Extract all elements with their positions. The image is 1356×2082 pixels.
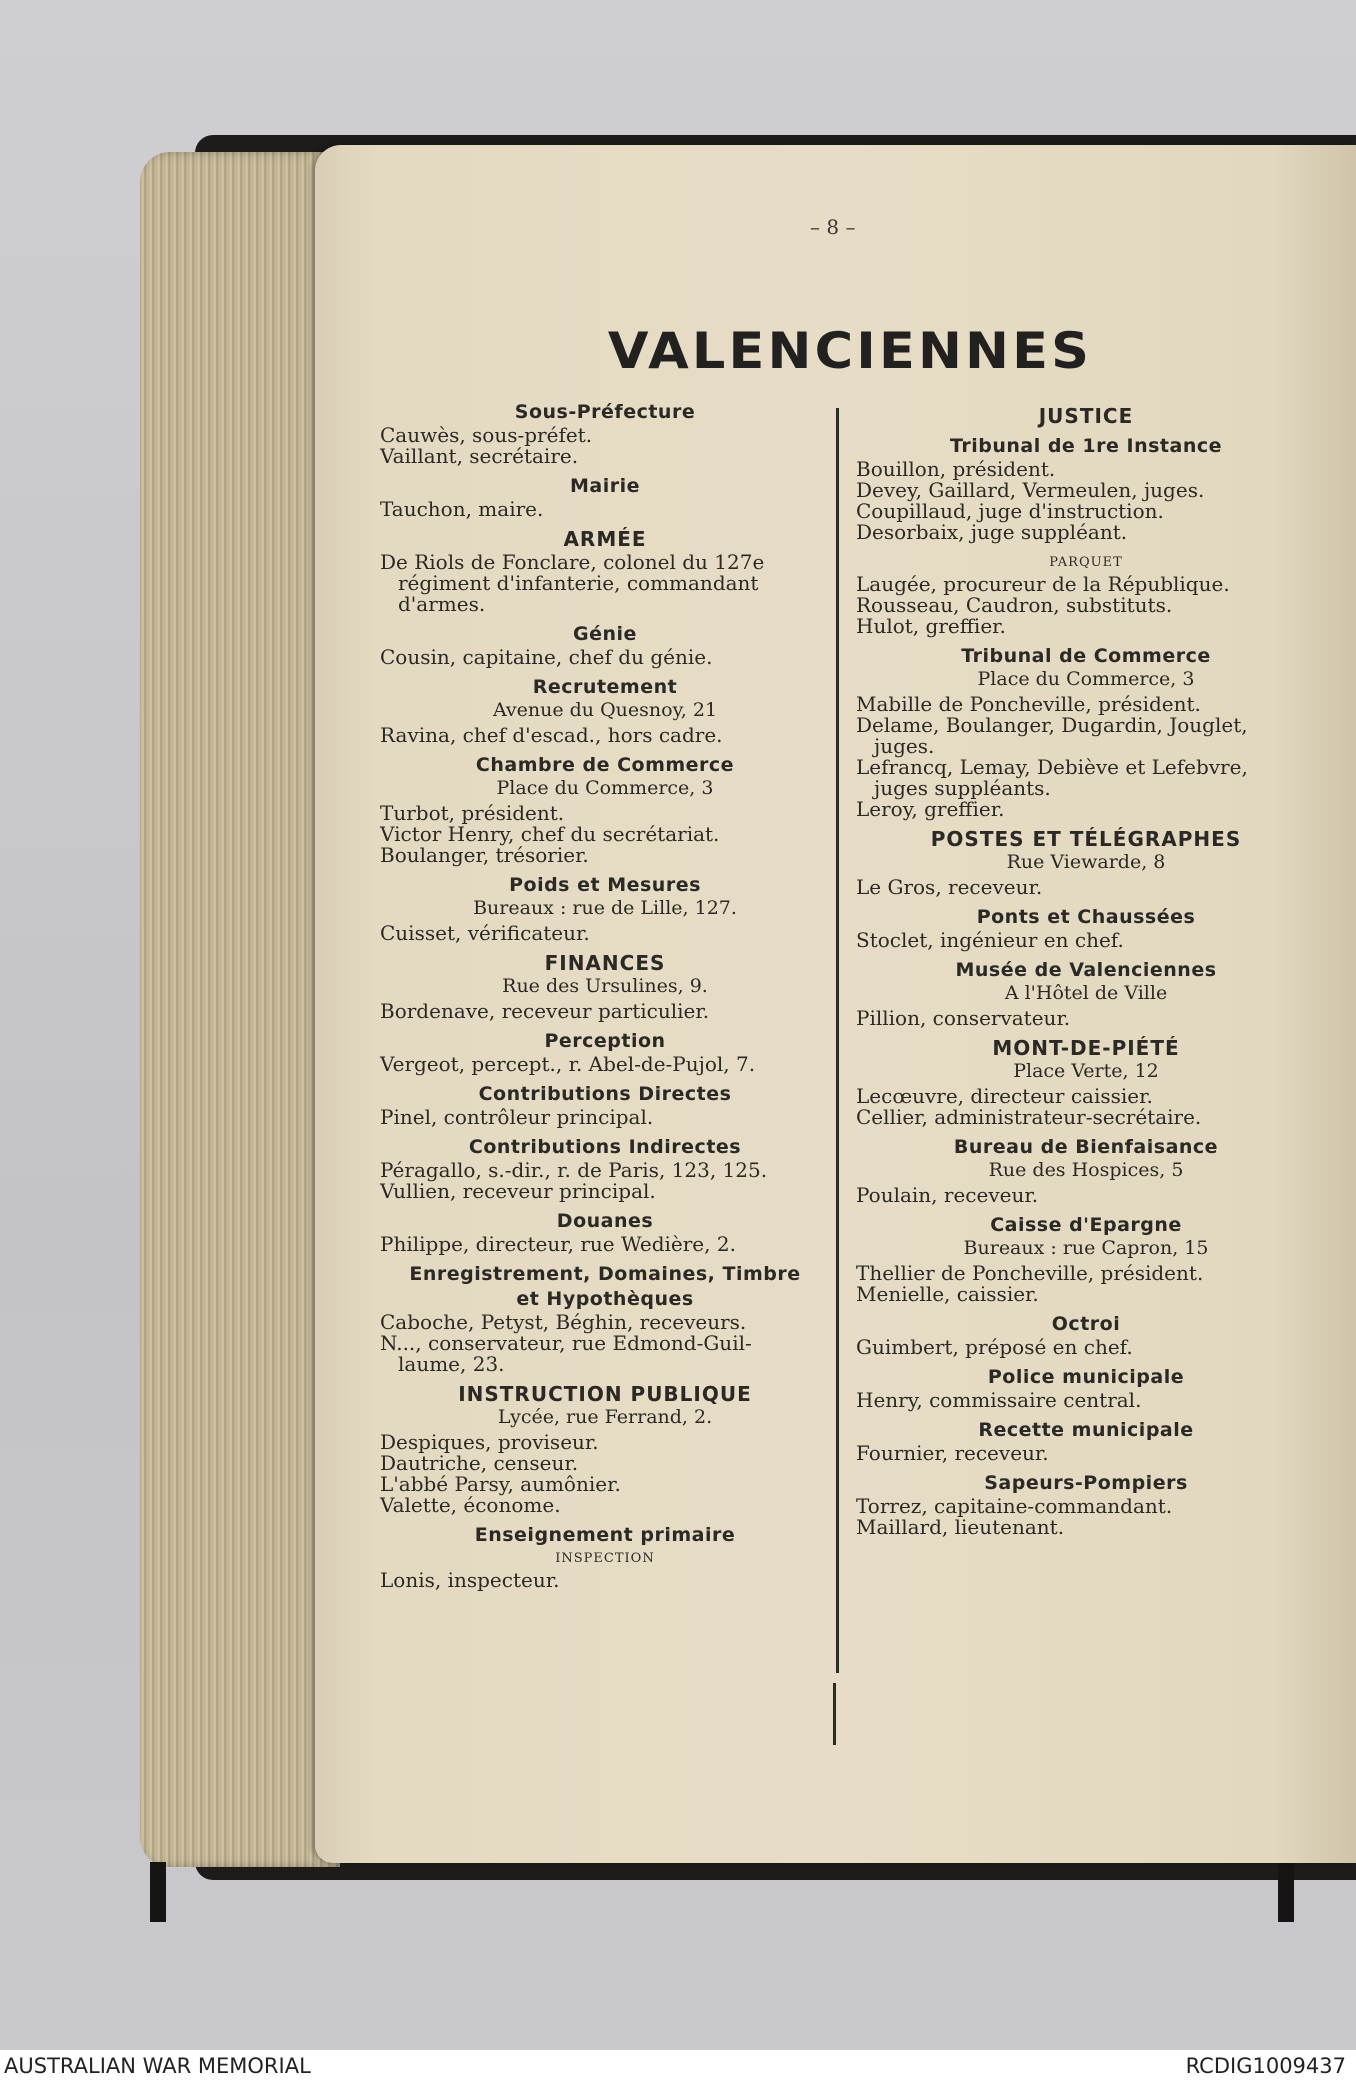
- directory-section: [380, 1264, 830, 1375]
- right-column: [856, 402, 1316, 1547]
- entry-line: Valette, économe.: [380, 1493, 561, 1517]
- entry-line: Guimbert, préposé en chef.: [856, 1335, 1133, 1359]
- entry-line: N..., conservateur, rue Edmond-Guil-: [380, 1331, 752, 1355]
- directory-section: [856, 646, 1316, 820]
- entry-line: Bordenave, receveur particulier.: [380, 999, 710, 1023]
- entry-line: Despiques, proviseur.: [380, 1430, 599, 1454]
- section-address: Rue Viewarde, 8: [1006, 851, 1166, 873]
- entry-line: Ravina, chef d'escad., hors cadre.: [380, 723, 723, 747]
- entry-line: juges suppléants.: [874, 776, 1051, 800]
- footer-source: AUSTRALIAN WAR MEMORIAL: [4, 2054, 311, 2078]
- section-heading: Ponts et Chaussées: [976, 906, 1196, 928]
- section-heading: Génie: [573, 623, 637, 645]
- directory-section: [380, 1384, 830, 1516]
- directory-section: [380, 953, 830, 1022]
- directory-section: [856, 1215, 1316, 1305]
- section-heading: Mairie: [569, 475, 640, 497]
- page-number: – 8 –: [810, 215, 856, 239]
- entry-line: Torrez, capitaine-commandant.: [856, 1494, 1173, 1518]
- entry-line: Fournier, receveur.: [856, 1441, 1049, 1465]
- section-heading: POSTES ET TÉLÉGRAPHES: [930, 827, 1242, 851]
- section-subheading: INSPECTION: [555, 1551, 655, 1566]
- section-address: Place du Commerce, 3: [977, 668, 1195, 690]
- entry-line: Turbot, président.: [380, 801, 565, 825]
- directory-section: [856, 1314, 1316, 1358]
- entry-line: régiment d'infanterie, commandant: [398, 571, 759, 595]
- section-address: Bureaux : rue Capron, 15: [963, 1237, 1209, 1259]
- entry-line: Cuisset, vérificateur.: [380, 921, 590, 945]
- section-heading: MONT-DE-PIÉTÉ: [992, 1036, 1180, 1060]
- directory-section: [380, 624, 830, 668]
- section-heading: Recette municipale: [978, 1419, 1194, 1441]
- section-heading: Tribunal de Commerce: [961, 645, 1211, 667]
- section-heading: Contributions Directes: [478, 1083, 732, 1105]
- column-divider: [836, 408, 839, 1673]
- entry-line: Poulain, receveur.: [856, 1183, 1039, 1207]
- entry-line: Cousin, capitaine, chef du génie.: [380, 645, 713, 669]
- section-address: Rue des Ursulines, 9.: [502, 975, 708, 997]
- section-heading: FINANCES: [544, 951, 666, 975]
- entry-line: Delame, Boulanger, Dugardin, Jouglet,: [856, 713, 1248, 737]
- directory-section: [380, 1525, 830, 1591]
- entry-line: Dautriche, censeur.: [380, 1451, 579, 1475]
- entry-line: De Riols de Fonclare, colonel du 127e: [380, 550, 765, 574]
- entry-line: Coupillaud, juge d'instruction.: [856, 499, 1164, 523]
- directory-section: [856, 406, 1316, 427]
- section-heading: Enseignement primaire: [474, 1524, 736, 1546]
- entry-line: Lefrancq, Lemay, Debiève et Lefebvre,: [856, 755, 1248, 779]
- directory-section: [380, 677, 830, 746]
- entry-line: Pillion, conservateur.: [856, 1006, 1071, 1030]
- directory-section: [856, 907, 1316, 951]
- page-title: VALENCIENNES: [607, 322, 1093, 380]
- section-heading-cont: et Hypothèques: [516, 1288, 694, 1310]
- entry-line: Le Gros, receveur.: [856, 875, 1043, 899]
- directory-section: [380, 476, 830, 520]
- entry-line: Hulot, greffier.: [856, 614, 1006, 638]
- section-address: Lycée, rue Ferrand, 2.: [497, 1406, 713, 1428]
- entry-line: Lonis, inspecteur.: [380, 1568, 560, 1592]
- directory-section: [380, 402, 830, 467]
- directory-section: [380, 755, 830, 866]
- entry-line: Pinel, contrôleur principal.: [380, 1105, 654, 1129]
- entry-line: Philippe, directeur, rue Wedière, 2.: [380, 1232, 736, 1256]
- entry-line: Caboche, Petyst, Béghin, receveurs.: [380, 1310, 747, 1334]
- entry-line: Leroy, greffier.: [856, 797, 1005, 821]
- section-heading: JUSTICE: [1038, 404, 1134, 428]
- section-heading: Musée de Valenciennes: [955, 959, 1217, 981]
- entry-line: Boulanger, trésorier.: [380, 843, 589, 867]
- entry-line: Thellier de Poncheville, président.: [856, 1261, 1204, 1285]
- section-heading: Police municipale: [987, 1366, 1185, 1388]
- entry-line: Cauwès, sous-préfet.: [380, 423, 593, 447]
- directory-section: [856, 436, 1316, 543]
- section-address: Bureaux : rue de Lille, 127.: [473, 897, 737, 919]
- section-address: Place du Commerce, 3: [496, 777, 714, 799]
- bookmark-ribbon-right: [1278, 1862, 1294, 1922]
- entry-line: Tauchon, maire.: [380, 497, 544, 521]
- entry-line: Victor Henry, chef du secrétariat.: [380, 822, 720, 846]
- section-heading: Sapeurs-Pompiers: [984, 1472, 1188, 1494]
- entry-line: Henry, commissaire central.: [856, 1388, 1142, 1412]
- directory-section: [380, 1211, 830, 1255]
- entry-line: Lecœuvre, directeur caissier.: [856, 1084, 1153, 1108]
- directory-section: [380, 875, 830, 944]
- entry-line: Vaillant, secrétaire.: [380, 444, 579, 468]
- section-heading: Douanes: [556, 1210, 654, 1232]
- section-address: A l'Hôtel de Ville: [1004, 982, 1168, 1004]
- entry-line: Cellier, administrateur-secrétaire.: [856, 1105, 1202, 1129]
- directory-section: [380, 1137, 830, 1202]
- entry-line: Vergeot, percept., r. Abel-de-Pujol, 7.: [380, 1052, 756, 1076]
- section-heading: Poids et Mesures: [509, 874, 701, 896]
- section-heading: Caisse d'Epargne: [990, 1214, 1182, 1236]
- section-heading: Recrutement: [532, 676, 678, 698]
- directory-section: [856, 829, 1316, 898]
- section-heading: Bureau de Bienfaisance: [953, 1136, 1219, 1158]
- entry-line: Mabille de Poncheville, président.: [856, 692, 1201, 716]
- section-heading: Perception: [544, 1030, 666, 1052]
- directory-section: [380, 1084, 830, 1128]
- entry-line: Laugée, procureur de la République.: [856, 572, 1230, 596]
- entry-line: Menielle, caissier.: [856, 1282, 1039, 1306]
- entry-line: Péragallo, s.-dir., r. de Paris, 123, 125.: [380, 1158, 768, 1182]
- directory-section: [856, 552, 1316, 637]
- directory-section: [856, 1367, 1316, 1411]
- entry-line: Vullien, receveur principal.: [380, 1179, 656, 1203]
- entry-line: Rousseau, Caudron, substituts.: [856, 593, 1173, 617]
- entry-line: Maillard, lieutenant.: [856, 1515, 1065, 1539]
- directory-section: [856, 1137, 1316, 1206]
- section-heading: Tribunal de 1re Instance: [949, 435, 1223, 457]
- section-heading: Sous-Préfecture: [514, 401, 696, 423]
- entry-line: Stoclet, ingénieur en chef.: [856, 928, 1124, 952]
- directory-section: [856, 960, 1316, 1029]
- directory-section: [856, 1473, 1316, 1538]
- entry-line: Devey, Gaillard, Vermeulen, juges.: [856, 478, 1205, 502]
- entry-line: d'armes.: [398, 592, 486, 616]
- section-address: Rue des Hospices, 5: [988, 1159, 1184, 1181]
- footer-bar: [0, 2050, 1356, 2082]
- section-address: Place Verte, 12: [1013, 1060, 1159, 1082]
- left-column: [380, 398, 830, 1600]
- section-heading: Octroi: [1051, 1313, 1121, 1335]
- section-heading: Chambre de Commerce: [475, 754, 735, 776]
- column-divider-lower: [833, 1683, 836, 1745]
- entry-line: Desorbaix, juge suppléant.: [856, 520, 1128, 544]
- directory-section: [380, 529, 830, 615]
- section-heading: Contributions Indirectes: [468, 1136, 742, 1158]
- page-edges: [140, 152, 340, 1867]
- section-heading: ARMÉE: [563, 527, 647, 551]
- section-heading: Enregistrement, Domaines, Timbre: [409, 1263, 801, 1285]
- footer-record-id: RCDIG1009437: [1185, 2054, 1346, 2078]
- section-subheading: PARQUET: [1049, 555, 1123, 570]
- directory-section: [856, 1420, 1316, 1464]
- section-address: Avenue du Quesnoy, 21: [492, 699, 718, 721]
- directory-section: [380, 1031, 830, 1075]
- section-heading: INSTRUCTION PUBLIQUE: [458, 1382, 752, 1406]
- bookmark-ribbon-left: [150, 1862, 166, 1922]
- entry-line: L'abbé Parsy, aumônier.: [380, 1472, 621, 1496]
- entry-line: Bouillon, président.: [856, 457, 1056, 481]
- entry-line: laume, 23.: [398, 1352, 505, 1376]
- directory-section: [856, 1038, 1316, 1128]
- entry-line: juges.: [874, 734, 935, 758]
